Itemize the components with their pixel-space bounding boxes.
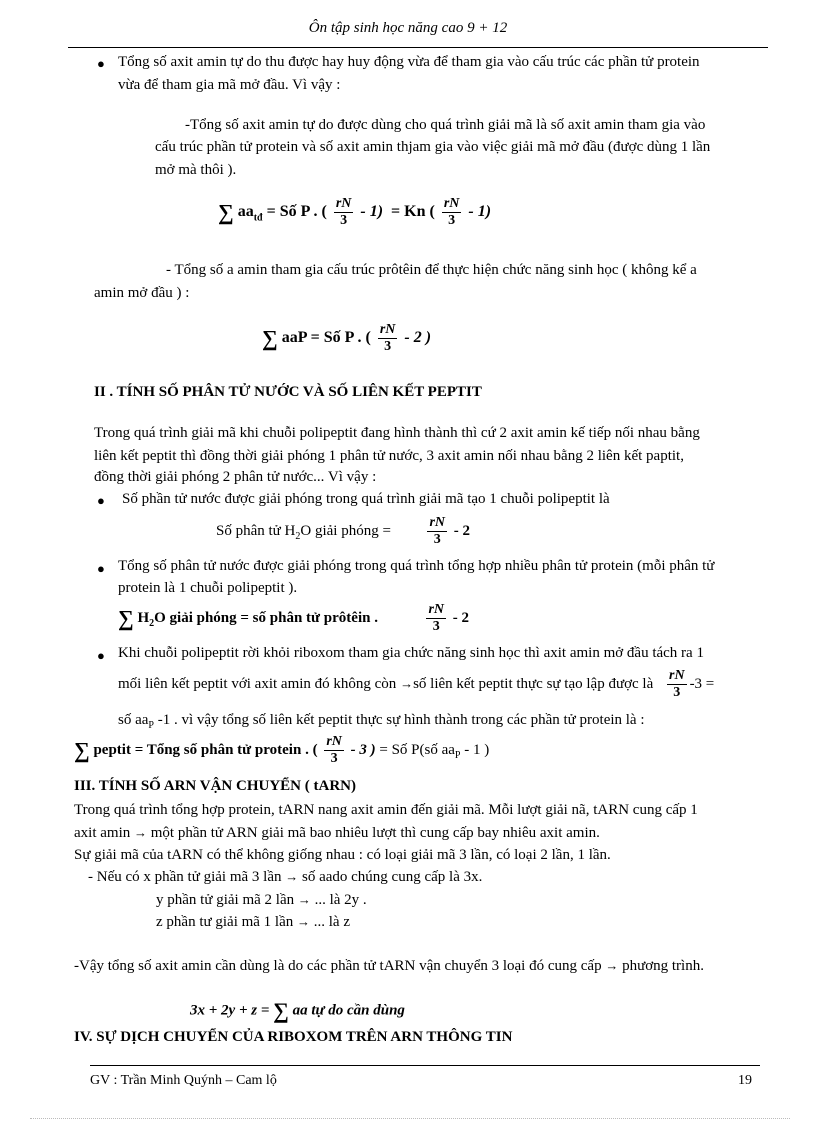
p5-line4: - Nếu có x phần tử giải mã 3 lần → số aado chúng cung cấp là 3x. — [88, 869, 483, 885]
sigma-icon: ∑ — [118, 605, 134, 631]
sigma-icon: ∑ — [218, 199, 234, 225]
formula-aa-td: ∑ $aa_{tđ}$ = Số P . ( $\frac{rN}{3}$ - 1) = Kn ( $\frac{rN}{3}$ - 1) — [218, 196, 492, 228]
bottom-dotted-rule — [30, 1118, 790, 1119]
bullet-icon: ● — [97, 561, 105, 576]
p4-line2: liên kết peptit thì đồng thời giải phóng 1 phân tử nước, 3 axit amin nối nhau bằng 2 liên kết paptit, — [94, 448, 684, 464]
b3-line1: Khi chuỗi polipeptit rời khỏi riboxom tham gia chức năng sinh học thì axit amin mở đầu tách ra 1 — [118, 645, 704, 661]
p5-line1: Trong quá trình tổng hợp protein, tARN nang axit amin đến giải mã. Mỗi lượt giải nã, tARN cung cấp 1 — [74, 802, 698, 818]
footer-author: GV : Trần Minh Quýnh – Cam lộ — [90, 1073, 277, 1088]
formula-peptit: ∑ peptit = Tổng số phân tử protein . ( $\frac{rN}{3}$ - 3 ) = Số P(số $aa_P - 1$ ) — [74, 734, 490, 766]
bullet-icon: ● — [97, 56, 105, 71]
bullet-icon: ● — [97, 493, 105, 508]
footer-page-number: 19 — [738, 1073, 752, 1088]
formula-tarn: 3x + 2y + z = ∑ aa tự do cần dùng — [190, 998, 405, 1023]
sigma-icon: ∑ — [262, 325, 278, 351]
arrow-right-icon: → — [297, 892, 311, 907]
b1-text: Số phần tử nước được giải phóng trong quá trình giải mã tạo 1 chuỗi polipeptit là — [122, 491, 610, 507]
arrow-right-icon: → — [134, 825, 147, 840]
formula-water-total: ∑ $H_2O$ giải phóng = số phân tử prôtêin . $\frac{rN}{3}$ - 2 — [118, 602, 470, 634]
p5-line5: y phần tử giải mã 2 lần → ... là 2y . — [156, 892, 367, 908]
p2-line2: cấu trúc phần tử protein và số axit amin thjam gia vào việc giải mã mở đầu (được dùng 1 lần — [155, 139, 711, 155]
section-4-title: IV. SỰ DỊCH CHUYỂN CỦA RIBOXOM TRÊN ARN THÔNG TIN — [74, 1029, 513, 1045]
p2-line1: -Tổng số axit amin tự do được dùng cho quá trình giải mã là số axit amin tham gia vào — [185, 117, 706, 133]
formula-water-single: Số phân tử $H_2O$ giải phóng = $\frac{rN}{3}$ - 2 — [216, 515, 470, 547]
p5-line3: Sự giải mã của tARN có thể không giống nhau : có loại giải mã 3 lần, có loại 2 lần, 1 lần. — [74, 847, 611, 863]
sigma-icon: ∑ — [74, 737, 90, 763]
p3-line1: - Tổng số a amin tham gia cấu trúc prôtêin để thực hiện chức năng sinh học ( không kể a — [166, 262, 697, 278]
fraction: $\frac{rN}{3}$ — [429, 515, 445, 547]
p1-line1: Tổng số axit amin tự do thu được hay huy động vừa để tham gia vào cấu trúc các phần tử protein — [118, 54, 700, 70]
p5-line2: axit amin → một phần tử ARN giải mã bao nhiêu lượt thì cung cấp bay nhiêu axit amin. — [74, 825, 600, 841]
arrow-right-icon: → — [297, 914, 311, 929]
header-rule — [68, 47, 768, 48]
p4-line3: đồng thời giải phóng 2 phân tử nước... Vì vậy : — [94, 469, 377, 485]
fraction: $\frac{rN}{3}$ — [326, 734, 342, 766]
p2-line3: mở mà thôi ). — [155, 162, 237, 178]
section-2-title: II . TÍNH SỐ PHÂN TỬ NƯỚC VÀ SỐ LIÊN KẾT PEPTIT — [94, 384, 482, 400]
b2-line2: protein là 1 chuỗi polipeptit ). — [118, 580, 298, 596]
fraction: $\frac{rN}{3}$ — [428, 602, 445, 634]
section-3-title: III. TÍNH SỐ ARN VẬN CHUYỂN ( tARN) — [74, 778, 356, 794]
p4-line1: Trong quá trình giải mã khi chuỗi polipeptit đang hình thành thì cứ 2 axit amin kế tiếp nối nhau bằng — [94, 425, 700, 441]
bullet-icon: ● — [97, 648, 105, 663]
p3-line2: amin mở đầu ) : — [94, 285, 190, 301]
b2-line1: Tổng số phân tử nước được giải phóng trong quá trình tổng hợp nhiều phân tử protein (mỗi phân tử — [118, 558, 715, 574]
arrow-right-icon: → — [605, 958, 619, 973]
formula-aaP: ∑ aaP = Số P . ( $\frac{rN}{3}$ - 2 ) — [262, 322, 432, 354]
page-header: Ôn tập sinh học năng cao 9 + 12 — [308, 20, 508, 36]
arrow-right-icon: → — [285, 869, 299, 884]
arrow-right-icon: → — [400, 675, 414, 691]
fraction: $\frac{rN}{3}$ — [335, 196, 352, 228]
fraction: $\frac{rN}{3}$ — [379, 322, 396, 354]
p6-line1: -Vậy tổng số axit amin cần dùng là do các phần tử tARN vận chuyển 3 loại đó cung cấp → phương trình. — [74, 958, 704, 974]
p1-line2: vừa để tham gia mã mở đầu. Vì vậy : — [118, 77, 341, 93]
p5-line6: z phần tư giải mã 1 lần → ... là z — [156, 914, 350, 930]
b3-line2: mối liên kết peptit với axit amin đó không còn →số liên kết peptit thực sự tạo lập được là $\frac{rN}{3}$ -3 = — [118, 668, 715, 700]
b3-line3: số $aa_P$ -1 . vì vậy tổng số liên kết peptit thực sự hình thành trong các phần tử protein là : — [118, 712, 645, 731]
footer-rule — [90, 1065, 760, 1066]
sigma-icon: ∑ — [273, 998, 289, 1023]
fraction: $\frac{rN}{3}$ — [669, 668, 685, 700]
fraction: $\frac{rN}{3}$ — [443, 196, 460, 228]
